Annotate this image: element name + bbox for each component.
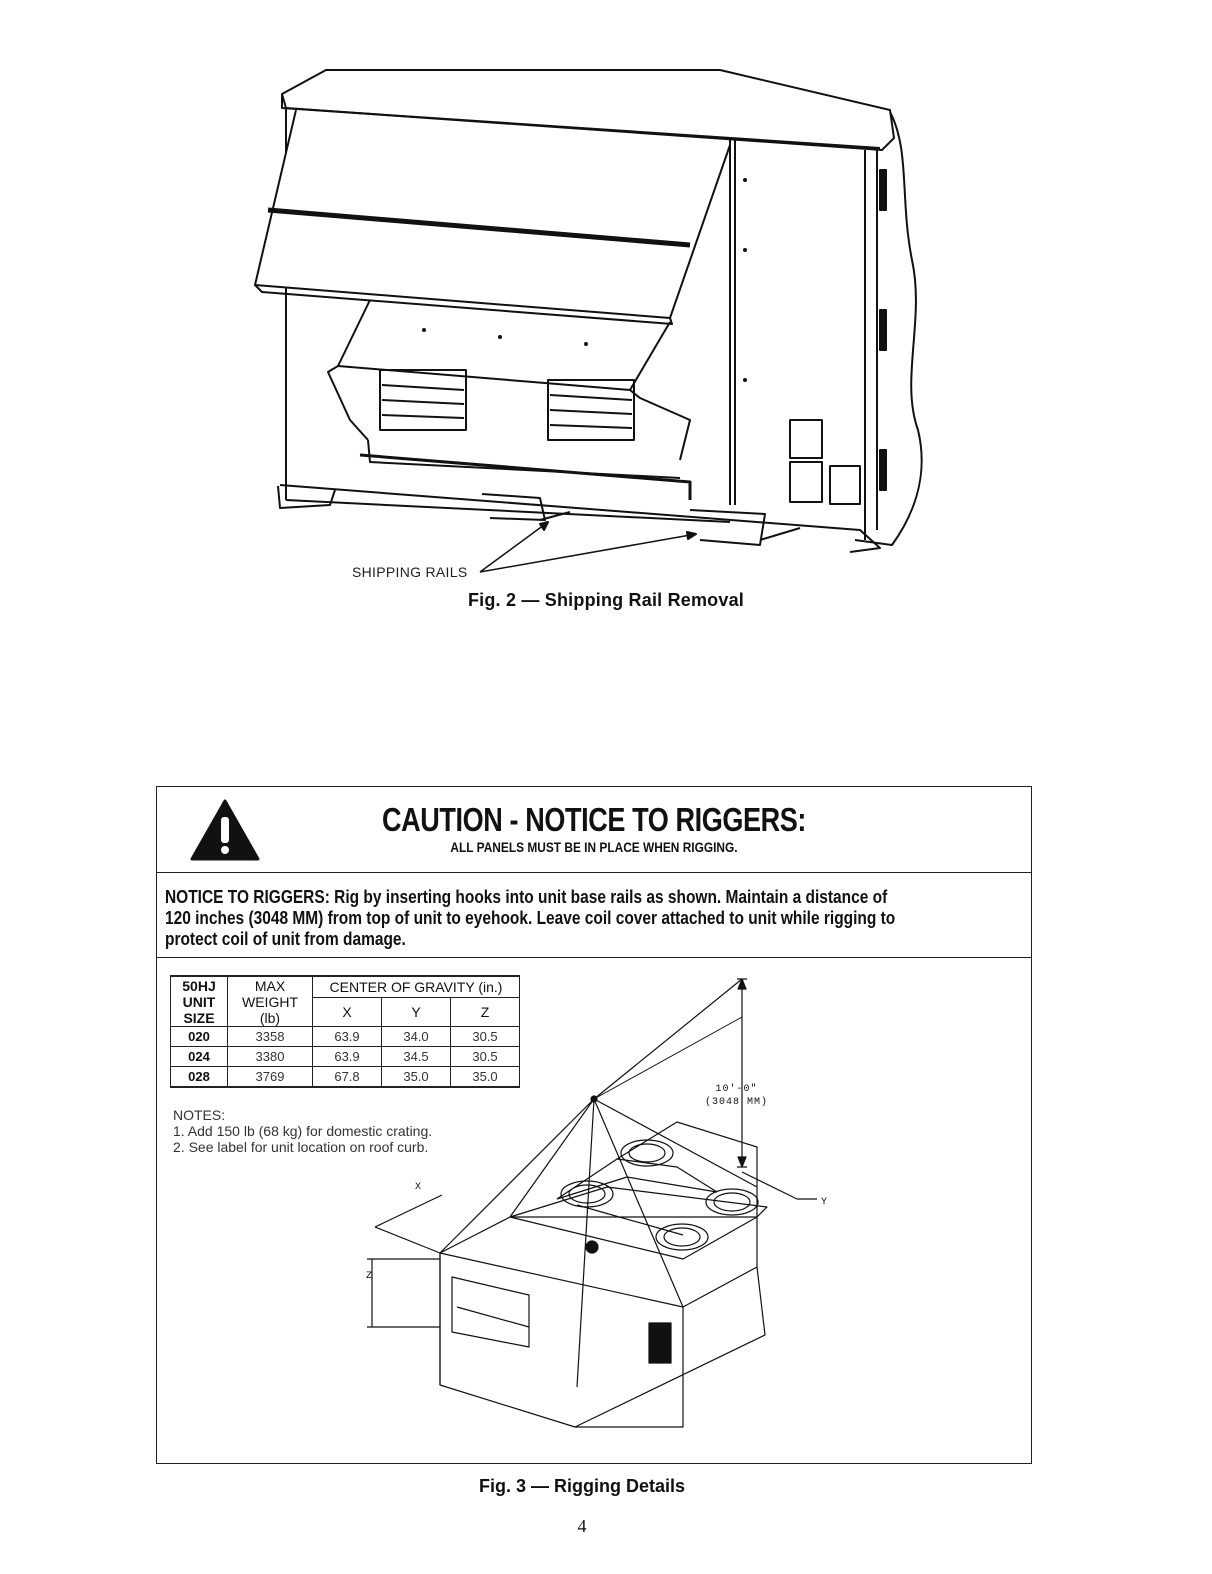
page-number: 4 [577, 1516, 587, 1536]
notes [173, 1107, 432, 1155]
notice-line-1: Rig by inserting hooks into unit base rails as shown. Maintain a distance of [334, 887, 888, 907]
notice-line-3: protect coil of unit from damage. [165, 929, 406, 949]
x-dimension-label: X [415, 1182, 422, 1193]
note-item: 2. See label for unit location on roof curb. [173, 1139, 429, 1155]
header-max-weight: MAX WEIGHT (lb) [228, 976, 313, 1027]
header-z: Z [451, 998, 520, 1027]
y-dimension-label: Y [821, 1197, 828, 1208]
table-row: 020 3358 63.9 34.0 30.5 [171, 1027, 520, 1047]
header-y: Y [382, 998, 451, 1027]
caution-subtitle: ALL PANELS MUST BE IN PLACE WHEN RIGGING. [450, 839, 738, 855]
center-of-gravity-table [170, 975, 520, 1088]
table-row: 024 3380 63.9 34.5 30.5 [171, 1047, 520, 1067]
header-unit-size: 50HJ UNIT SIZE [171, 976, 228, 1027]
caution-box [156, 786, 1032, 1464]
header-x: X [313, 998, 382, 1027]
caution-title: CAUTION - NOTICE TO RIGGERS: [382, 801, 806, 838]
table-row: 028 3769 67.8 35.0 35.0 [171, 1067, 520, 1088]
notice-line-2: 120 inches (3048 MM) from top of unit to eyehook. Leave coil cover attached to unit while rigging to [165, 908, 896, 928]
notes-heading: NOTES: [173, 1107, 226, 1123]
z-dimension-label: Z [366, 1271, 373, 1282]
fig3-caption: Fig. 3 — Rigging Details [478, 1476, 685, 1496]
height-dimension-label: 10'-0" (3048 MM) [705, 1084, 769, 1108]
notice-lead: NOTICE TO RIGGERS: [165, 887, 330, 907]
fig2-caption: Fig. 2 — Shipping Rail Removal [467, 590, 745, 610]
note-item: 1. Add 150 lb (68 kg) for domestic crating. [173, 1123, 433, 1139]
shipping-rails-label: SHIPPING RAILS [352, 564, 468, 580]
shipping-rail-removal-illustration [0, 0, 1212, 640]
header-center-of-gravity: CENTER OF GRAVITY (in.) [313, 976, 520, 998]
